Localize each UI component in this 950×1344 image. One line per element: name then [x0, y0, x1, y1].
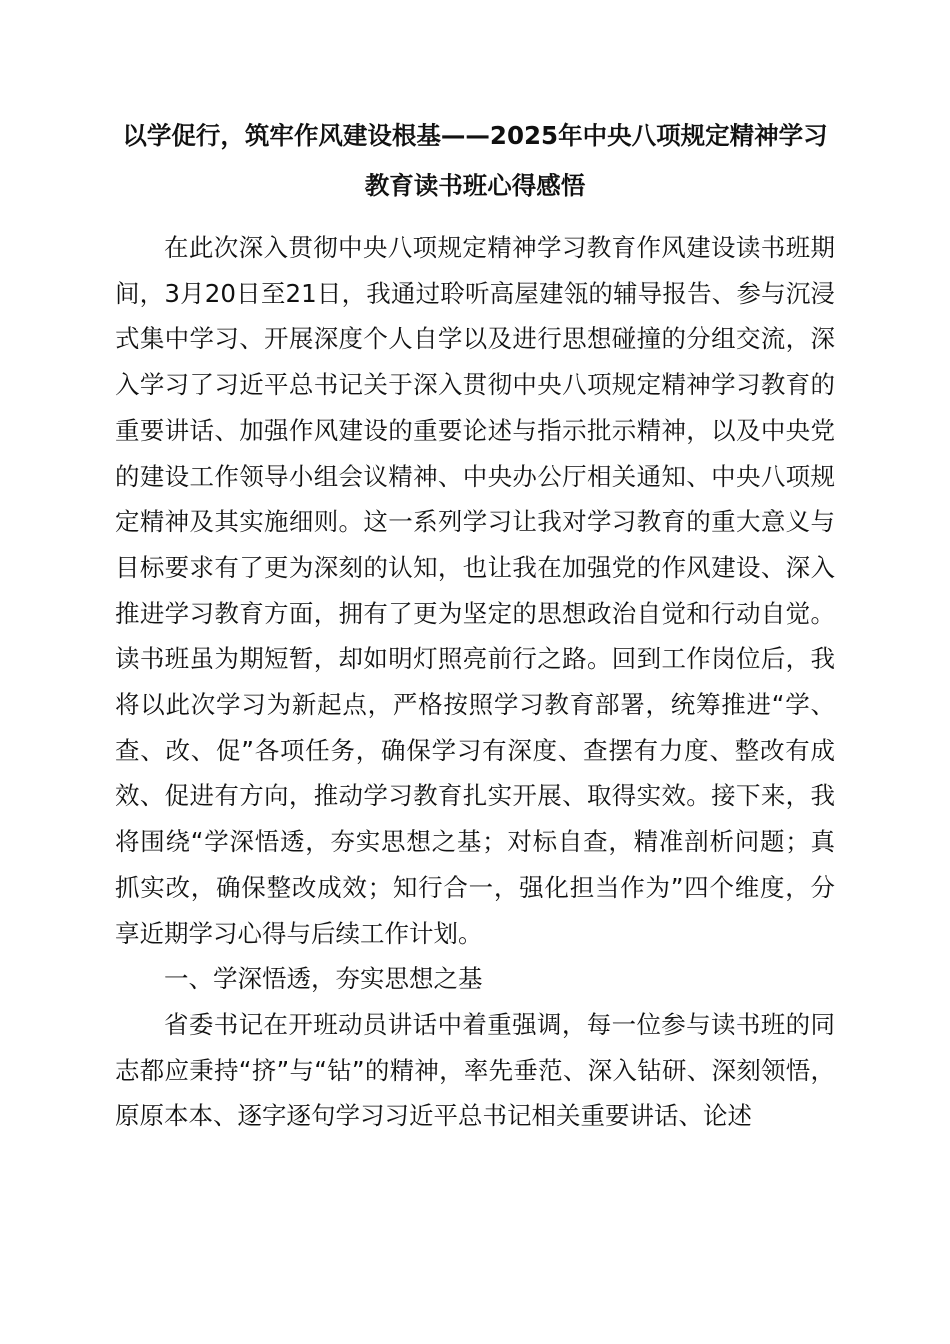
document-body	[115, 225, 835, 1139]
document-title: 以学促行，筑牢作风建设根基——2025年中央八项规定精神学习教育读书班心得感悟	[122, 121, 828, 200]
section-heading: 一、学深悟透，夯实思想之基	[164, 964, 483, 994]
body-paragraph: 省委书记在开班动员讲话中着重强调，每一位参与读书班的同志都应秉持“挤”与“钻”的精神，率先垂范、深入钻研、深刻领悟，原原本本、逐字逐句学习习近平总书记相关重要讲话、论述	[115, 1009, 835, 1131]
intro-paragraph: 在此次深入贯彻中央八项规定精神学习教育作风建设读书班期间，3月20日至21日，我通过聆听高屋建瓴的辅导报告、参与沉浸式集中学习、开展深度个人自学以及进行思想碰撞的分组交流，深入学习了习近平总书记关于深入贯彻中央八项规定精神学习教育的重要讲话、加强作风建设的重要论述与指示批示精神，以及中央党的建设工作领导小组会议精神、中央办公厅相关通知、中央八项规定精神及其实施细则。这一系列学习让我对学习教育的重大意义与目标要求有了更为深刻的认知，也让我在加强党的作风建设、深入推进学习教育方面，拥有了更为坚定的思想政治自觉和行动自觉。读书班虽为期短暂，却如明灯照亮前行之路。回到工作岗位后，我将以此次学习为新起点，严格按照学习教育部署，统筹推进“学、查、改、促”各项任务，确保学习有深度、查摆有力度、整改有成效、促进有方向，推动学习教育扎实开展、取得实效。接下来，我将围绕“学深悟透，夯实思想之基；对标自查，精准剖析问题；真抓实改，确保整改成效；知行合一，强化担当作为”四个维度，分享近期学习心得与后续工作计划。	[115, 233, 835, 948]
